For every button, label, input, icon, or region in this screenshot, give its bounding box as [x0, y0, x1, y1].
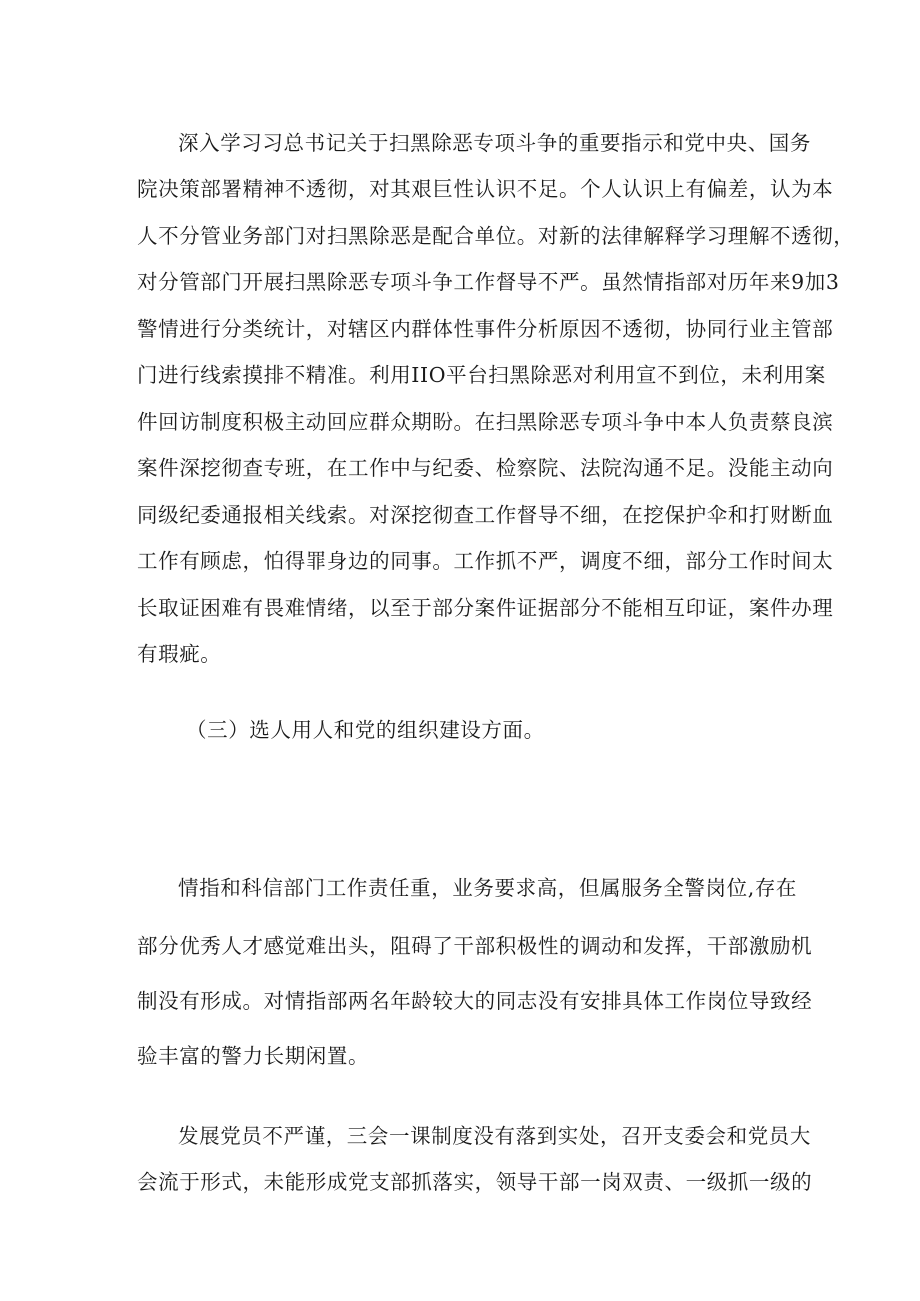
paragraph-1-line-11: 长取证困难有畏难情绪，以至于部分案件证据部分不能相互印证，案件办理 — [137, 596, 834, 620]
paragraph-3-line-2: 会流于形式，未能形成党支部抓落实，领导干部一岗双责、一级抓一级的 — [137, 1170, 813, 1194]
paragraph-1-line-3: 人不分管业务部门对扫黑除恶是配合单位。对新的法律解释学习理解不透彻， — [137, 224, 855, 248]
paragraph-1-line-8: 案件深挖彻查专班，在工作中与纪委、检察院、法院沟通不足。没能主动向 — [137, 456, 834, 480]
paragraph-3-line-1: 发展党员不严谨，三会一课制度没有落到实处，召开支委会和党员大 — [178, 1124, 811, 1148]
paragraph-2-line-3: 制没有形成。对情指部两名年龄较大的同志没有安排具体工作岗位导致经 — [137, 989, 813, 1013]
paragraph-1-line-1: 深入学习习总书记关于扫黑除恶专项斗争的重要指示和党中央、国务 — [178, 131, 811, 155]
paragraph-1-line-12: 有瑕疵。 — [137, 642, 222, 666]
paragraph-1-line-4: 对分管部门开展扫黑除恶专项斗争工作督导不严。虽然情指部对历年来9加3 — [137, 270, 840, 294]
paragraph-1-line-7: 件回访制度积极主动回应群众期盼。在扫黑除恶专项斗争中本人负责蔡良滨 — [137, 410, 834, 434]
paragraph-1-line-5: 警情进行分类统计，对辖区内群体性事件分析原因不透彻，协同行业主管部 — [137, 317, 834, 341]
paragraph-2-line-2: 部分优秀人才感觉难出头，阻碍了干部积极性的调动和发挥，干部激励机 — [137, 934, 813, 958]
paragraph-2-line-4: 验丰富的警力长期闲置。 — [137, 1044, 370, 1068]
paragraph-1-line-6: 门进行线索摸排不精准。利用IIO平台扫黑除恶对利用宣不到位，未利用案 — [137, 363, 826, 387]
paragraph-2-line-1: 情指和科信部门工作责任重，业务要求高，但属服务全警岗位,存在 — [178, 876, 798, 900]
paragraph-1-line-10: 工作有顾虑，怕得罪身边的同事。工作抓不严，调度不细，部分工作时间太 — [137, 549, 834, 573]
paragraph-1-line-2: 院决策部署精神不透彻，对其艰巨性认识不足。个人认识上有偏差，认为本 — [137, 177, 834, 201]
section-heading: （三）选人用人和党的组织建设方面。 — [186, 718, 545, 742]
paragraph-1-line-9: 同级纪委通报相关线索。对深挖彻查工作督导不细，在挖保护伞和打财断血 — [137, 503, 834, 527]
